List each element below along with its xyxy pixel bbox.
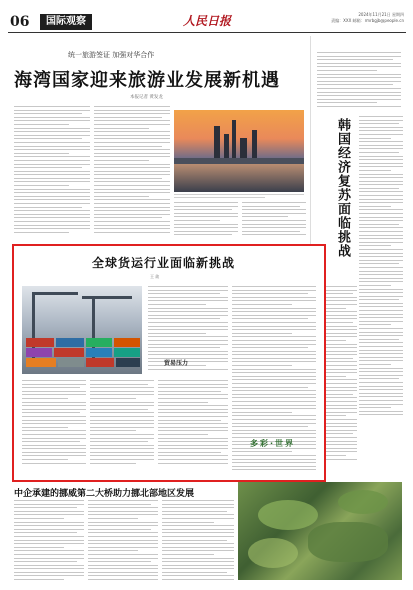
lead-body-col-1	[14, 106, 90, 236]
right-top-text	[317, 52, 401, 112]
feature-headline: 全球货运行业面临新挑战	[92, 256, 236, 270]
aerial-landscape-photo	[238, 482, 402, 580]
lead-body-col-4	[242, 202, 306, 240]
feature-byline: 王 欲	[150, 274, 160, 279]
header-meta	[331, 12, 404, 24]
header-divider	[8, 32, 406, 33]
feature-body-col-5	[158, 380, 228, 472]
feature-body-col-3	[22, 380, 86, 472]
bottom-body-col-3	[162, 500, 234, 584]
section-label: 国际观察	[40, 14, 92, 30]
panel-label: 多彩·世界	[250, 439, 296, 448]
city-skyline-photo	[174, 110, 304, 192]
header-contact: 责编：XXX 邮箱：rmrbgjb@people.cn	[331, 18, 404, 23]
photo-caption	[174, 194, 304, 198]
feature-subhead: 贸易压力	[164, 360, 189, 367]
feature-body-col-4	[90, 380, 154, 472]
right-body-a	[359, 116, 403, 536]
newspaper-logo: 人民日报	[183, 14, 232, 28]
page-number: 06	[10, 14, 30, 30]
newspaper-page	[8, 6, 406, 586]
header-date: 2024年11月21日 星期四	[358, 12, 404, 17]
bottom-body-col-1	[14, 500, 84, 584]
bottom-body-col-2	[88, 500, 158, 584]
panel-heading	[230, 424, 320, 464]
lead-byline: 本报记者 黄发龙	[130, 95, 163, 100]
lead-body-col-3	[174, 202, 238, 240]
side-headline: 韩国经济复苏面临挑战	[335, 118, 350, 258]
bottom-headline: 中企承建的挪威第二大桥助力挪北部地区发展	[14, 489, 195, 499]
lead-kicker: 统一旅游签证 加强对华合作	[68, 51, 155, 59]
lead-body-col-2	[94, 106, 170, 236]
port-containers-photo	[22, 286, 142, 374]
lead-headline: 海湾国家迎来旅游业发展新机遇	[14, 70, 280, 91]
